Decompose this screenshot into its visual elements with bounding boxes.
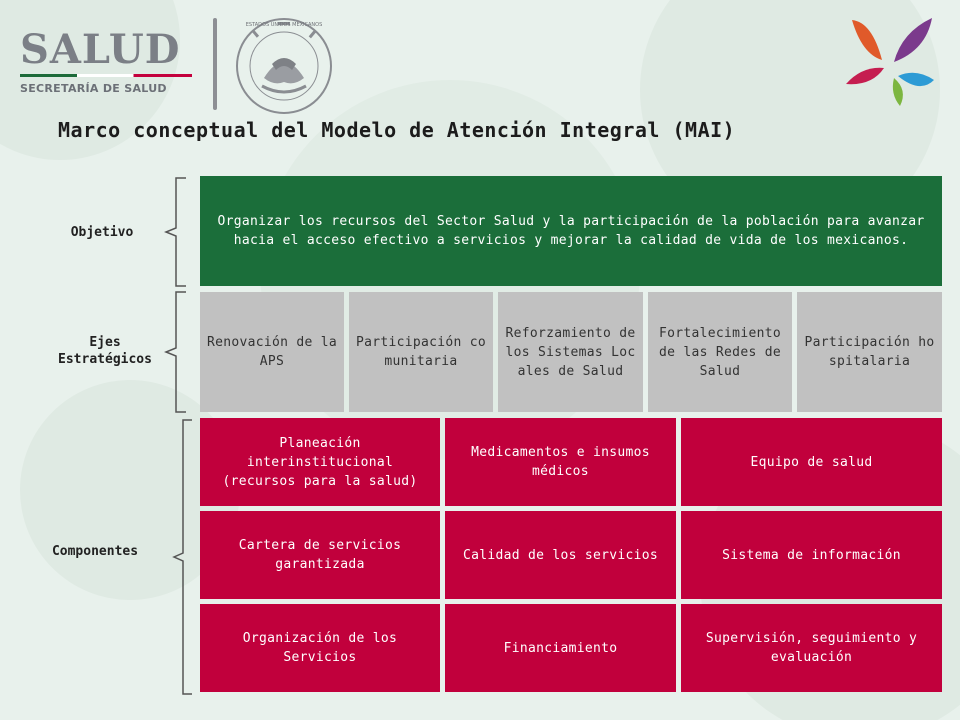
componente-box: Planeación interinstitucional (recursos para la salud) — [200, 418, 440, 506]
brace-ejes — [164, 290, 198, 414]
label-objetivo: Objetivo — [70, 225, 134, 240]
eje-box: Reforzamiento de los Sistemas Locales de Salud — [498, 292, 643, 412]
header-divider — [213, 18, 217, 110]
componente-box: Calidad de los servicios — [445, 511, 676, 599]
salud-logo — [20, 26, 181, 95]
eje-box: Participación hospitalaria — [797, 292, 942, 412]
brace-componentes — [172, 418, 202, 696]
brace-objetivo — [164, 176, 198, 288]
eje-box: Renovación de la APS — [200, 292, 344, 412]
page-title: Marco conceptual del Modelo de Atención Integral (MAI) — [58, 118, 736, 142]
label-ejes: Ejes Estratégicos — [58, 335, 152, 367]
eje-box: Fortalecimiento de las Redes de Salud — [648, 292, 792, 412]
componente-box: Sistema de información — [681, 511, 942, 599]
eje-box: Participación comunitaria — [349, 292, 493, 412]
componente-box: Organización de los Servicios — [200, 604, 440, 692]
label-componentes: Componentes — [51, 544, 139, 559]
logo-sub-text: SECRETARÍA DE SALUD — [20, 82, 167, 95]
componente-box: Medicamentos e insumos médicos — [445, 418, 676, 506]
componente-box: Financiamiento — [445, 604, 676, 692]
componente-box: Supervisión, seguimiento y evaluación — [681, 604, 942, 692]
logo-main-text: SALUD — [20, 26, 181, 73]
componente-box: Cartera de servicios garantizada — [200, 511, 440, 599]
national-seal-icon — [234, 16, 334, 116]
seal-text: ESTADOS UNIDOS MEXICANOS — [245, 22, 323, 28]
brand-flower-icon — [842, 14, 938, 106]
logo-flag-bar — [20, 74, 192, 77]
objetivo-box: Organizar los recursos del Sector Salud y la participación de la población para avanzar hacia el acceso efectivo a servicios y mejorar la calidad de vida de los mexicanos. — [200, 176, 942, 286]
componente-box: Equipo de salud — [681, 418, 942, 506]
